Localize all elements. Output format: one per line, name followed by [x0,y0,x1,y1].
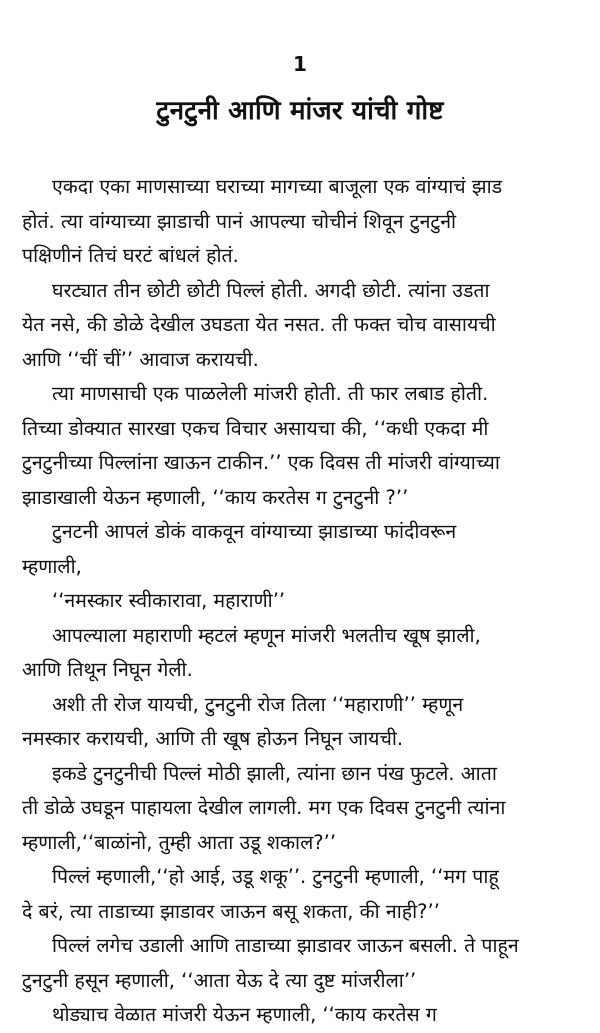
story-paragraph [22,757,584,861]
story-paragraph [22,584,584,619]
text-line: इकडे टुनटुनीची पिल्लं मोठी झाली, त्यांना छान पंख फुटले. आता [52,761,497,785]
chapter-number: 1 [293,52,307,76]
text-line: टुनटनी आपलं डोकं वाकवून वांग्याच्या झाडाच्या फांदीवरून [52,520,457,543]
text-line: त्या माणसाची एक पाळलेली मांजरी होती. ती फार लबाड होती. [52,382,489,405]
text-line: एकदा एका माणसाच्या घराच्या मागच्या बाजूला एक वांग्याचं झाड [52,175,503,198]
chapter-title: टुनटुनी आणि मांजर यांची गोष्ट [156,96,444,126]
story-paragraph [22,515,584,584]
text-line: होतं. त्या वांग्याच्या झाडाची पानं आपल्या चोचीनं शिवून टुनटुनी [22,209,457,233]
story-paragraph [22,860,584,929]
text-line: ‘‘नमस्कार स्वीकारावा, महाराणी’’ [52,589,286,612]
text-line: आपल्याला महाराणी म्हटलं म्हणून मांजरी भलतीच खूष झाली, [52,623,481,647]
story-paragraph [22,929,584,998]
text-line: झाडाखाली येऊन म्हणाली, ‘‘काय करतेस ग टुनटुनी ?’’ [22,485,409,509]
story-paragraph [22,170,584,274]
story-paragraph [22,619,584,688]
text-line: म्हणाली, [22,554,82,578]
text-line: पक्षिणीनं तिचं घरटं बांधलं होतं. [22,244,239,267]
story-paragraph [22,998,584,1033]
text-line: थोड्याच वेळात मांजरी येऊन म्हणाली, ‘‘काय करतेस ग [52,1003,437,1026]
text-line: टुनटुनीच्या पिल्लांना खाऊन टाकीन.’’ एक दिवस ती मांजरी वांग्याच्या [22,451,500,474]
text-line: घरट्यात तीन छोटी छोटी पिल्लं होती. अगदी छोटी. त्यांना उडता [52,278,490,302]
text-line: पिल्लं लगेच उडाली आणि ताडाच्या झाडावर जाऊन बसली. ते पाहून [52,934,519,957]
story-paragraph [22,377,584,515]
text-line: तिच्या डोक्यात सारखा एकच विचार असायचा की, ‘‘कधी एकदा मी [22,416,489,440]
story-text [22,170,584,1033]
text-line: टुनटुनी हसून म्हणाली, ‘‘आता येऊ दे त्या दुष्ट मांजरीला’’ [22,968,417,992]
text-line: दे बरं, त्या ताडाच्या झाडावर जाऊन बसू शकता, की नाही?’’ [22,899,440,923]
text-line: येत नसे, की डोळे देखील उघडता येत नसत. ती फक्त चोच वासायची [22,313,496,336]
text-line: पिल्लं म्हणाली,‘‘हो आई, उडू शकू’’. टुनटुनी म्हणाली, ‘‘मग पाहू [52,865,499,888]
text-line: म्हणाली,‘‘बाळांनो, तुम्ही आता उडू शकाल?’’ [22,830,337,854]
text-line: नमस्कार करायची, आणि ती खूष होऊन निघून जायची. [22,727,404,750]
text-line: आणि तिथून निघून गेली. [22,658,193,681]
text-line: ती डोळे उघडून पाहायला देखील लागली. मग एक दिवस टुनटुनी त्यांना [22,796,506,819]
story-paragraph [22,274,584,378]
story-paragraph [22,688,584,757]
text-line: आणि ‘‘चीं चीं’’ आवाज करायची. [22,347,259,371]
text-line: अशी ती रोज यायची, टुनटुनी रोज तिला ‘‘महाराणी’’ म्हणून [52,692,464,716]
